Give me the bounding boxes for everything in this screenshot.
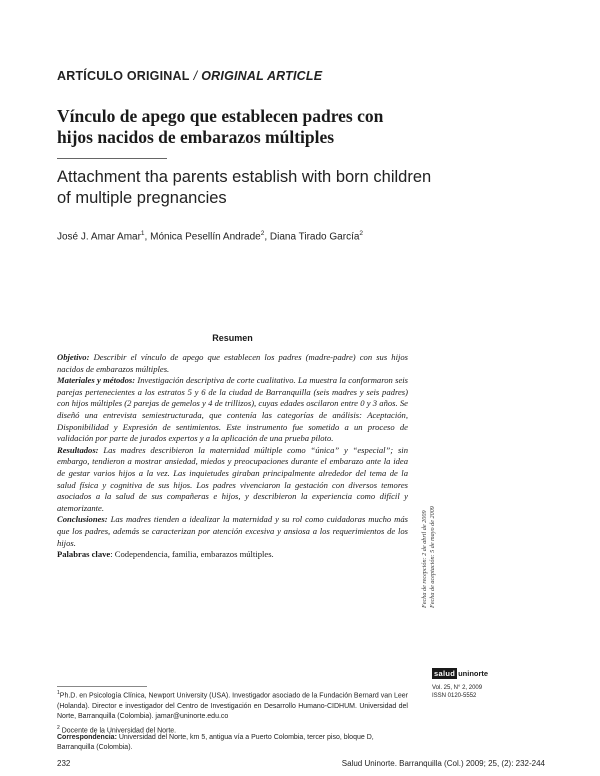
author-separator: , [264, 231, 270, 243]
abstract-body [57, 352, 408, 561]
conclusions-label: Conclusiones: [57, 514, 108, 525]
abstract-objective [57, 352, 408, 375]
correspondence-text: Universidad del Norte, km 5, antigua vía a Puerto Colombia, tercer piso, bloque D, Barranquilla (Colombia). [57, 734, 374, 751]
abstract-methods [57, 375, 408, 445]
article-title-en: Attachment tha parents establish with born children of multiple pregnancies [57, 168, 432, 207]
author-affiliation: 2 [359, 230, 364, 237]
section-label-es: ARTÍCULO ORIGINAL [57, 69, 190, 83]
section-label-separator: / [193, 69, 198, 83]
title-divider [57, 158, 167, 159]
journal-logo [432, 666, 490, 680]
article-title-es: Vínculo de apego que establecen padres con hijos nacidos de embarazos múltiples [57, 106, 384, 147]
correspondence [57, 733, 408, 753]
objective-text: Describir el vínculo de apego que establecen los padres (madre-padre) con sus hijos nacidos de embarazos múltiples. [57, 352, 408, 374]
objective-label: Objetivo: [57, 352, 90, 362]
author-affiliation: 2 [260, 230, 265, 237]
footnote-marker: 1 [57, 690, 60, 696]
author-list [57, 230, 363, 242]
author-name: Mónica Pesellín Andrade [150, 231, 261, 243]
author-name: Diana Tirado García [269, 231, 360, 243]
results-label: Resultados: [57, 444, 99, 455]
footnote-marker: 2 [57, 724, 60, 731]
abstract-results [57, 445, 408, 515]
results-text: Las madres describieron la maternidad múltiple como “única” y “especial”; sin embargo, tendieron a mostrar ansiedad, miedos y preocupaciones durante el embarazo ante la idea de gestar varios hijos a la vez. Las inquietudes giraban principalmente alrededor del tema de la salud física y cognitiva de sus hijos. Los padres vivenciaron la gestación con diversos temores asociados a la salud de sus compañeras e hijos, y describieron la experiencia como difícil y atemorizante. [57, 444, 408, 513]
submission-dates [421, 408, 447, 608]
journal-logo-tail: uninorte [458, 668, 489, 678]
section-label-en: ORIGINAL ARTICLE [201, 69, 323, 83]
footnote-1 [57, 688, 408, 723]
journal-issn: ISSN 0120-5552 [432, 693, 477, 699]
footnotes [57, 688, 408, 736]
author-name: José J. Amar Amar [57, 231, 141, 243]
page-number: 232 [57, 759, 71, 768]
correspondence-label: Correspondencia: [57, 734, 117, 741]
acceptance-date: Fecha de aceptación: 5 de mayo de 2009 [429, 506, 436, 608]
methods-label: Materiales y métodos: [57, 375, 136, 386]
keywords-text: : Codependencia, familia, embarazos múltiples. [110, 549, 274, 560]
footnote-divider [57, 686, 147, 687]
author-separator: , [144, 231, 151, 243]
footnote-text: Docente de la Universidad del Norte. [61, 726, 177, 734]
keywords-label: Palabras clave [57, 549, 111, 560]
section-label [57, 69, 322, 83]
abstract-keywords [57, 549, 408, 561]
author-affiliation: 1 [140, 230, 145, 237]
journal-volume: Vol. 25, N° 2, 2009 [432, 685, 483, 691]
footnote-text: Ph.D. en Psicología Clínica, Newport University (USA). Investigador asociado de la Fundación Bernard van Leer (Holanda). Director e investigador del Centro de Investigación en Desarrollo Humano-CIDHUM. Universidad del Norte, Barranquilla (Colombia). jamar@uninorte.edu.co [57, 692, 409, 721]
abstract-heading: Resumen [212, 333, 253, 343]
conclusions-text: Las madres tienden a idealizar la maternidad y su rol como cuidadoras mucho más que los padres, además se caracterizan por atención excesiva y ansiosa a los requerimientos de los hijos. [57, 514, 408, 548]
running-footer: Salud Uninorte. Barranquilla (Col.) 2009; 25, (2): 232-244 [341, 759, 545, 768]
abstract-conclusions [57, 514, 408, 549]
journal-logo-box: salud [434, 668, 456, 678]
reception-date: Fecha de recepción: 2 de abril de 2009 [421, 510, 428, 608]
journal-volume-info [432, 684, 482, 700]
methods-text: Investigación descriptiva de corte cualitativo. La muestra la conformaron seis parejas pertenecientes a los estratos 5 y 6 de la ciudad de Barranquilla (seis madres y seis padres) con hijos múltiples (2 parejas de gemelos y 4 de trillizos), cuyas edades oscilaron entre 0 y 3 años. Se diseñó una entrevista semiestructurada, que contenía las categorías de análisis: Aceptación, Disponibilidad y Expresión de sentimientos. Este instrumento fue sometido a un proceso de validación por parte de jurados expertos y a la aplicación de una prueba piloto. [57, 375, 409, 444]
